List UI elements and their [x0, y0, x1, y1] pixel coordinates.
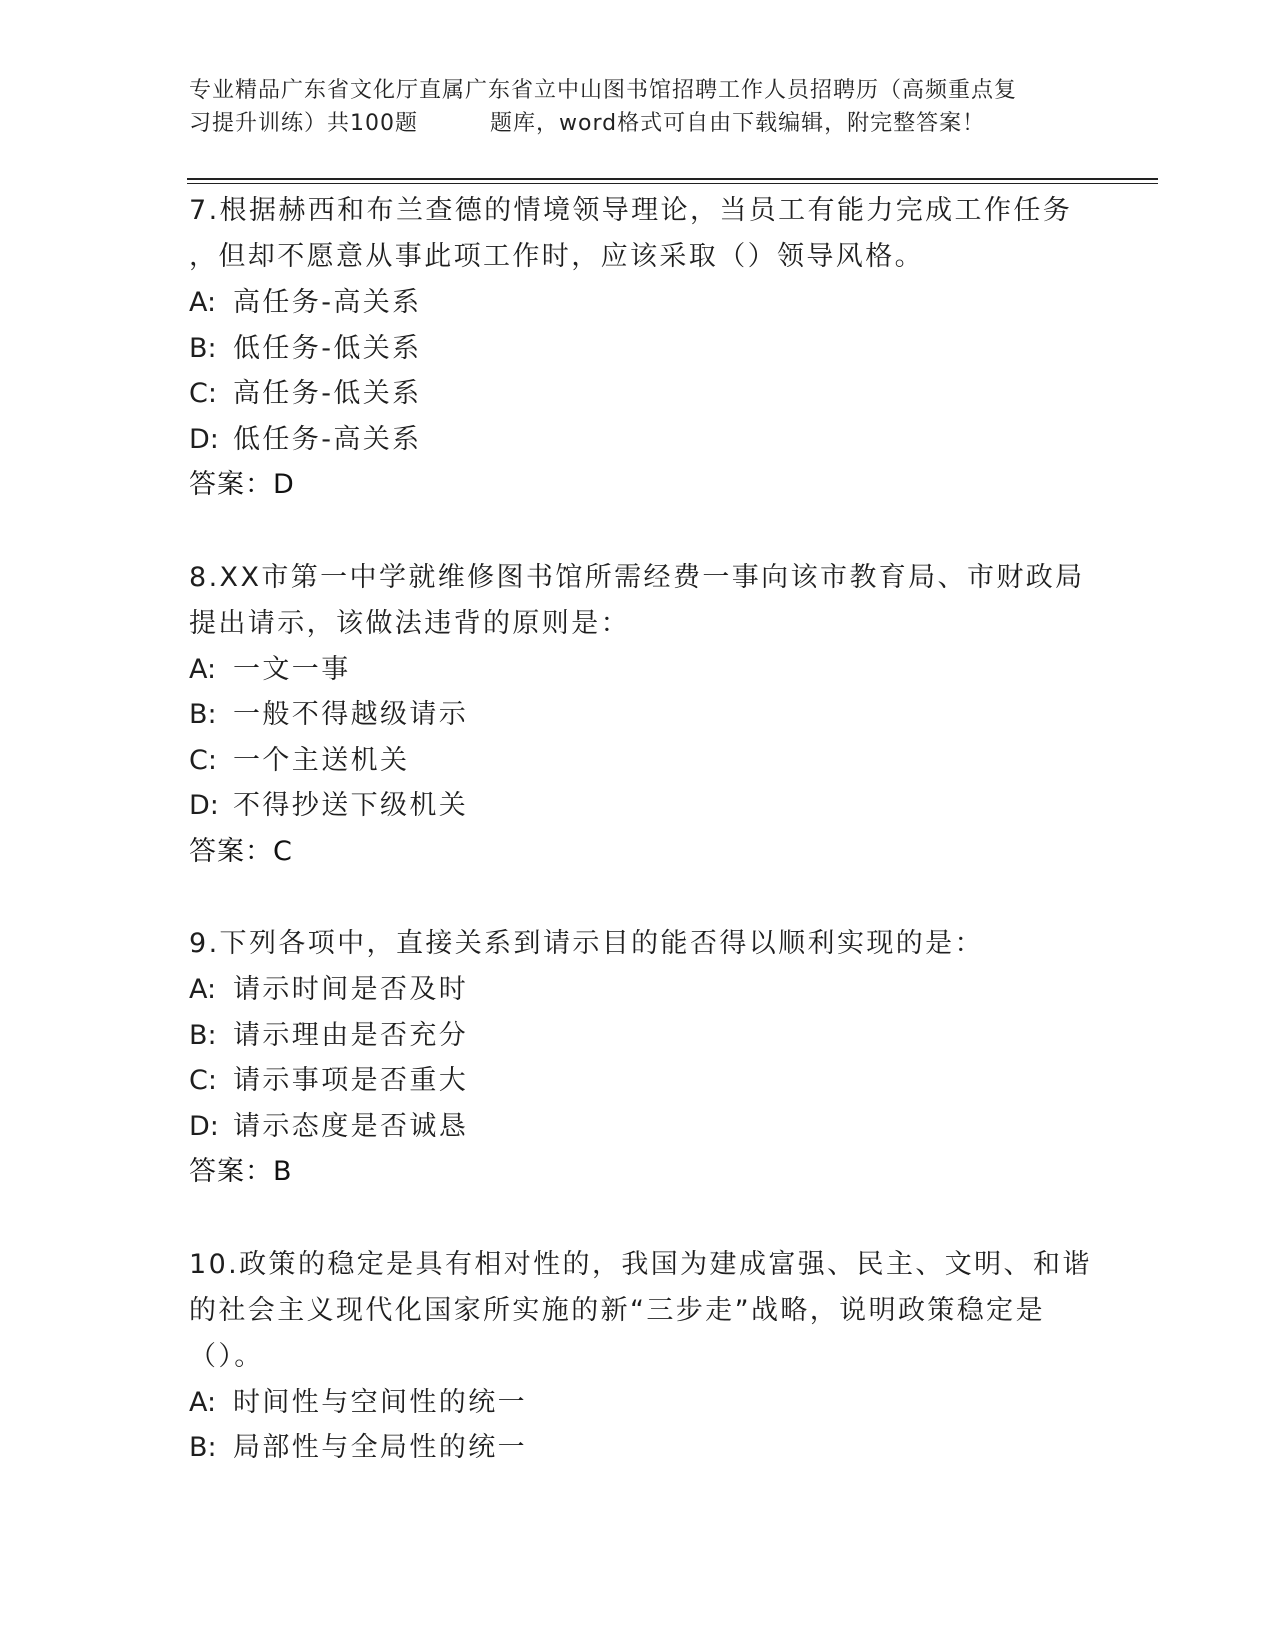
header-divider-thick [187, 178, 1158, 180]
header-download-note: 题库，word格式可自由下载编辑，附完整答案！ [490, 111, 986, 136]
option-text: 高任务-高关系 [233, 287, 422, 318]
option-c [189, 1058, 1089, 1104]
option-text: 请示时间是否及时 [233, 974, 469, 1005]
document-header [189, 74, 1089, 140]
option-b [189, 1425, 1089, 1471]
question-stem: 的社会主义现代化国家所实施的新“三步走”战略，说明政策稳定是 [189, 1294, 1045, 1326]
option-key: A: [189, 1386, 217, 1418]
answer-line [189, 462, 1089, 508]
question-item [189, 555, 1089, 875]
option-d [189, 783, 1089, 829]
answer-label: 答案： [189, 835, 273, 867]
option-a [189, 280, 1089, 326]
answer-value: D [273, 469, 295, 500]
option-key: A: [189, 653, 217, 685]
option-key: B: [189, 332, 217, 364]
option-key: C: [189, 744, 217, 776]
option-key: D: [189, 1110, 219, 1142]
option-text: 请示理由是否充分 [233, 1019, 469, 1051]
header-question-count: 习提升训练）共100题 [189, 111, 418, 136]
question-item [189, 921, 1089, 1195]
option-text: 时间性与空间性的统一 [233, 1386, 527, 1418]
option-b [189, 326, 1089, 372]
option-key: D: [189, 423, 219, 455]
question-stem: ，但却不愿意从事此项工作时，应该采取（）领导风格。 [189, 241, 924, 272]
answer-line [189, 1149, 1089, 1195]
answer-value: B [273, 1156, 293, 1187]
option-a [189, 647, 1089, 693]
option-key: D: [189, 790, 219, 821]
option-key: B: [189, 1432, 217, 1463]
question-stem: （）。 [189, 1340, 264, 1372]
header-title-line-1: 专业精品广东省文化厅直属广东省立中山图书馆招聘工作人员招聘历（高频重点复 [189, 78, 1018, 103]
option-text: 请示态度是否诚恳 [233, 1110, 469, 1142]
question-stem: 提出请示，该做法违背的原则是： [189, 607, 630, 639]
option-b [189, 692, 1089, 738]
option-d [189, 417, 1089, 463]
question-stem: 7.根据赫西和布兰查德的情境领导理论，当员工有能力完成工作任务 [189, 195, 1073, 226]
option-text: 一个主送机关 [233, 744, 410, 776]
question-item [189, 1242, 1092, 1471]
answer-value: C [273, 835, 293, 867]
question-stem: 8.XX市第一中学就维修图书馆所需经费一事向该市教育局、市财政局 [189, 561, 1085, 593]
option-key: C: [189, 378, 217, 409]
option-text: 请示事项是否重大 [233, 1065, 469, 1096]
option-b [189, 1013, 1089, 1059]
header-title-line-2 [189, 107, 1089, 140]
option-text: 低任务-低关系 [233, 332, 422, 364]
option-c [189, 738, 1089, 784]
option-text: 一文一事 [233, 653, 351, 685]
option-key: B: [189, 1019, 217, 1051]
option-text: 局部性与全局性的统一 [233, 1432, 527, 1463]
option-text: 低任务-高关系 [233, 423, 422, 455]
question-stem: 10.政策的稳定是具有相对性的，我国为建成富强、民主、文明、和谐 [189, 1248, 1092, 1280]
question-stem: 9.下列各项中，直接关系到请示目的能否得以顺利实现的是： [189, 928, 984, 959]
question-item [189, 188, 1089, 508]
option-d [189, 1104, 1089, 1150]
question-list [189, 188, 1092, 1518]
option-a [189, 967, 1089, 1013]
option-a [189, 1380, 1089, 1426]
answer-line [189, 829, 1089, 875]
option-key: A: [189, 287, 217, 318]
option-key: A: [189, 974, 217, 1005]
option-key: B: [189, 699, 217, 730]
option-text: 一般不得越级请示 [233, 699, 469, 730]
answer-label: 答案： [189, 469, 273, 500]
option-c [189, 371, 1089, 417]
option-text: 高任务-低关系 [233, 378, 422, 409]
option-key: C: [189, 1065, 217, 1096]
answer-label: 答案： [189, 1156, 273, 1187]
header-divider-thin [187, 183, 1158, 184]
option-text: 不得抄送下级机关 [233, 790, 469, 821]
